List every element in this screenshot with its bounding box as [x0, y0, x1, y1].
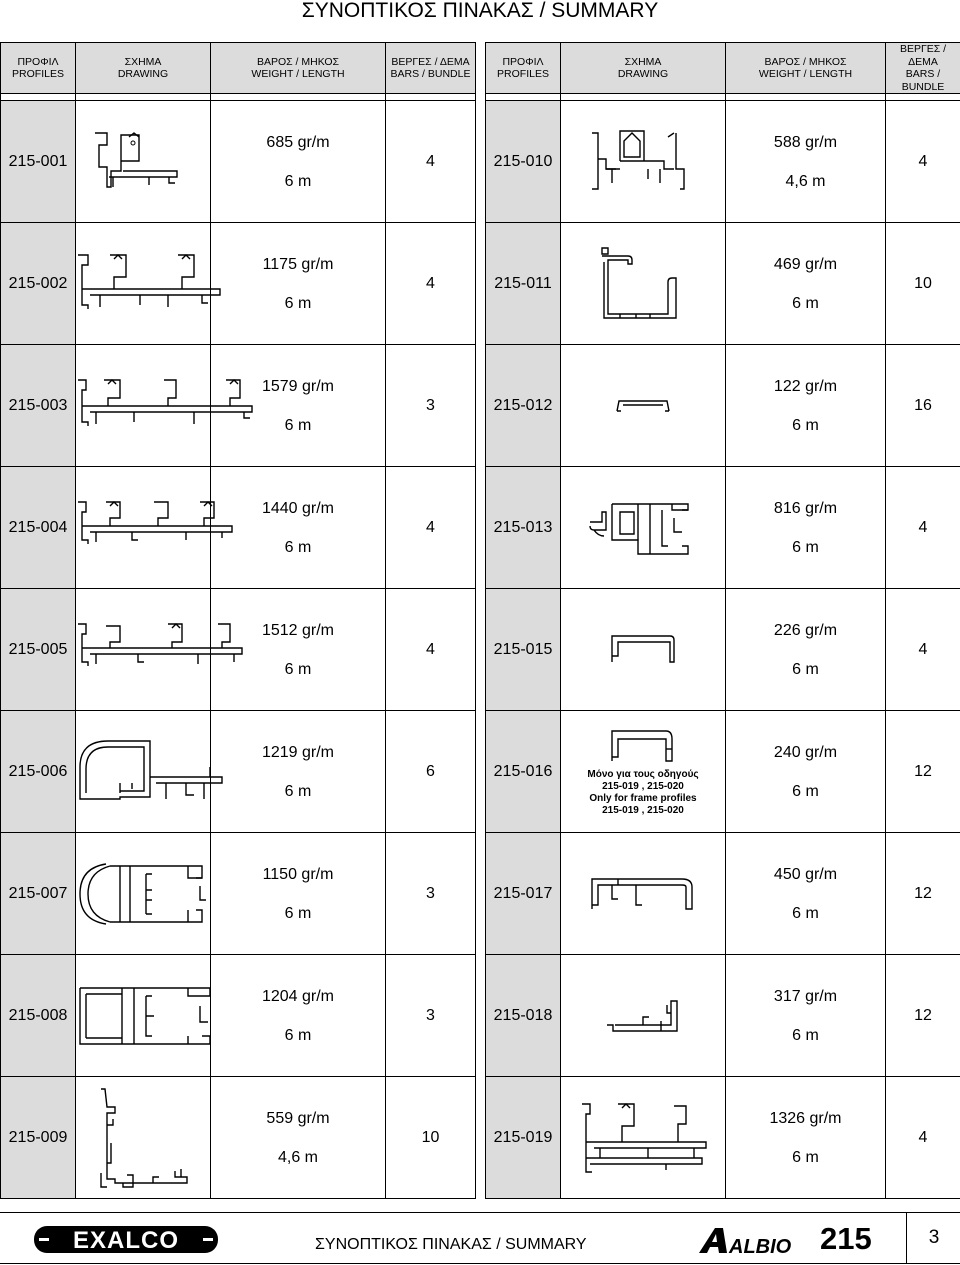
bars-per-bundle: 6	[386, 711, 476, 833]
profile-drawing	[76, 345, 211, 467]
profile-drawing	[561, 1077, 726, 1199]
weight-value: 122 gr/m	[773, 377, 838, 395]
length-value: 6 m	[284, 538, 312, 556]
bars-per-bundle: 4	[386, 589, 476, 711]
profile-drawing	[76, 1077, 211, 1199]
weight-value: 1219 gr/m	[261, 743, 335, 761]
profile-code: 215-003	[1, 345, 76, 467]
profile-drawing	[76, 101, 211, 223]
table-row	[1, 1077, 960, 1199]
summary-table	[0, 42, 960, 1199]
page-footer	[0, 1212, 960, 1264]
table-row	[1, 223, 960, 345]
header-bars: ΒΕΡΓΕΣ / ΔΕΜΑ BARS / BUNDLE	[886, 43, 960, 94]
profile-drawing	[561, 467, 726, 589]
weight-value: 240 gr/m	[773, 743, 838, 761]
profile-drawing	[76, 223, 211, 345]
profile-code: 215-012	[486, 345, 561, 467]
length-value: 6 m	[792, 1026, 819, 1044]
table-row	[1, 345, 960, 467]
profile-code: 215-017	[486, 833, 561, 955]
page-number: 3	[928, 1227, 940, 1248]
bars-per-bundle: 16	[886, 345, 960, 467]
length-value: 6 m	[284, 416, 312, 434]
length-value: 6 m	[284, 782, 312, 800]
length-value: 4,6 m	[277, 1148, 318, 1166]
header-profiles: ΠΡΟΦΙΛ PROFILES	[1, 43, 76, 94]
weight-value: 1512 gr/m	[261, 621, 335, 639]
weight-length-cell	[726, 101, 886, 223]
bars-per-bundle: 3	[386, 955, 476, 1077]
profile-code: 215-002	[1, 223, 76, 345]
weight-value: 588 gr/m	[773, 133, 838, 151]
weight-length-cell	[726, 345, 886, 467]
profile-code: 215-019	[486, 1077, 561, 1199]
weight-length-cell	[726, 833, 886, 955]
weight-length-cell	[211, 101, 386, 223]
length-value: 6 m	[792, 782, 819, 800]
length-value: 6 m	[792, 904, 819, 922]
bars-per-bundle: 4	[386, 101, 476, 223]
weight-length-cell	[211, 1077, 386, 1199]
weight-value: 1175 gr/m	[262, 255, 334, 273]
bars-per-bundle: 4	[886, 589, 960, 711]
profile-drawing	[561, 955, 726, 1077]
weight-length-cell	[211, 711, 386, 833]
weight-length-cell	[726, 467, 886, 589]
length-value: 6 m	[284, 660, 312, 678]
length-value: 6 m	[792, 660, 819, 678]
bars-per-bundle: 12	[886, 833, 960, 955]
profile-drawing	[561, 345, 726, 467]
weight-length-cell	[211, 223, 386, 345]
length-value: 6 m	[284, 294, 312, 312]
weight-value: 1150 gr/m	[262, 865, 334, 883]
profile-code: 215-009	[1, 1077, 76, 1199]
profile-code: 215-018	[486, 955, 561, 1077]
header-weight: ΒΑΡΟΣ / ΜΗΚΟΣ WEIGHT / LENGTH	[726, 43, 886, 94]
length-value: 6 m	[792, 1148, 819, 1166]
header-drawing: ΣΧΗΜΑ DRAWING	[561, 43, 726, 94]
profile-drawing	[561, 711, 726, 833]
table-row	[1, 101, 960, 223]
weight-length-cell	[211, 955, 386, 1077]
header-drawing: ΣΧΗΜΑ DRAWING	[76, 43, 211, 94]
bars-per-bundle: 3	[386, 345, 476, 467]
bars-per-bundle: 12	[886, 711, 960, 833]
weight-value: 559 gr/m	[266, 1109, 330, 1127]
table-row	[1, 833, 960, 955]
profile-code: 215-005	[1, 589, 76, 711]
profile-code: 215-007	[1, 833, 76, 955]
length-value: 6 m	[792, 294, 819, 312]
weight-value: 317 gr/m	[773, 987, 838, 1005]
profile-code: 215-006	[1, 711, 76, 833]
length-value: 6 m	[284, 1026, 312, 1044]
profile-drawing	[561, 223, 726, 345]
series-number: 215	[820, 1221, 872, 1256]
page-title: ΣΥΝΟΠΤΙΚΟΣ ΠΙΝΑΚΑΣ / SUMMARY	[301, 0, 659, 22]
table-row	[1, 711, 960, 833]
table-row	[1, 955, 960, 1077]
profile-code: 215-010	[486, 101, 561, 223]
weight-length-cell	[211, 467, 386, 589]
weight-length-cell	[726, 955, 886, 1077]
profile-drawing	[76, 833, 211, 955]
bars-per-bundle: 4	[386, 467, 476, 589]
bars-per-bundle: 10	[886, 223, 960, 345]
length-value: 6 m	[284, 172, 312, 190]
weight-length-cell	[211, 833, 386, 955]
header-bars: ΒΕΡΓΕΣ / ΔΕΜΑ BARS / BUNDLE	[386, 43, 476, 94]
weight-value: 816 gr/m	[773, 499, 838, 517]
table-row	[1, 589, 960, 711]
profile-code: 215-013	[486, 467, 561, 589]
weight-value: 685 gr/m	[266, 133, 330, 151]
profile-drawing	[76, 711, 211, 833]
length-value: 6 m	[792, 416, 819, 434]
length-value: 6 m	[792, 538, 819, 556]
weight-value: 1440 gr/m	[261, 499, 335, 517]
header-row	[1, 43, 960, 94]
frame-profiles-note: Μόνο για τους οδηγούς 215-019 , 215-020 Only for frame profiles 215-019 , 215-020	[587, 768, 699, 816]
profile-code: 215-015	[486, 589, 561, 711]
weight-length-cell	[211, 589, 386, 711]
bars-per-bundle: 3	[386, 833, 476, 955]
weight-value: 1204 gr/m	[261, 987, 335, 1005]
header-profiles: ΠΡΟΦΙΛ PROFILES	[486, 43, 561, 94]
length-value: 4,6 m	[785, 172, 826, 190]
weight-value: 226 gr/m	[773, 621, 838, 639]
bars-per-bundle: 4	[386, 223, 476, 345]
length-value: 6 m	[284, 904, 312, 922]
weight-value: 1326 gr/m	[769, 1109, 842, 1127]
weight-length-cell	[726, 1077, 886, 1199]
profile-drawing	[76, 467, 211, 589]
weight-length-cell	[726, 223, 886, 345]
profile-code: 215-011	[486, 223, 561, 345]
profile-drawing	[561, 589, 726, 711]
page-number-box	[906, 1213, 960, 1263]
weight-value: 1579 gr/m	[261, 377, 335, 395]
profile-code: 215-001	[1, 101, 76, 223]
profile-drawing	[561, 833, 726, 955]
profile-code: 215-016	[486, 711, 561, 833]
weight-value: 469 gr/m	[773, 255, 838, 273]
weight-length-cell	[726, 589, 886, 711]
table-row	[1, 467, 960, 589]
albio-logo-text: ALBIO	[729, 1236, 792, 1255]
header-weight: ΒΑΡΟΣ / ΜΗΚΟΣ WEIGHT / LENGTH	[211, 43, 386, 94]
albio-logo	[697, 1225, 817, 1255]
bars-per-bundle: 10	[386, 1077, 476, 1199]
weight-length-cell	[726, 711, 886, 833]
exalco-logo	[34, 1226, 218, 1253]
profile-code: 215-004	[1, 467, 76, 589]
footer-title: ΣΥΝΟΠΤΙΚΟΣ ΠΙΝΑΚΑΣ / SUMMARY	[315, 1236, 587, 1253]
bars-per-bundle: 4	[886, 1077, 960, 1199]
exalco-logo-text: EXALCO	[72, 1227, 180, 1253]
profile-drawing	[561, 101, 726, 223]
profile-drawing	[76, 589, 211, 711]
bars-per-bundle: 4	[886, 101, 960, 223]
profile-drawing	[76, 955, 211, 1077]
profile-code: 215-008	[1, 955, 76, 1077]
bars-per-bundle: 4	[886, 467, 960, 589]
bars-per-bundle: 12	[886, 955, 960, 1077]
weight-value: 450 gr/m	[773, 865, 838, 883]
